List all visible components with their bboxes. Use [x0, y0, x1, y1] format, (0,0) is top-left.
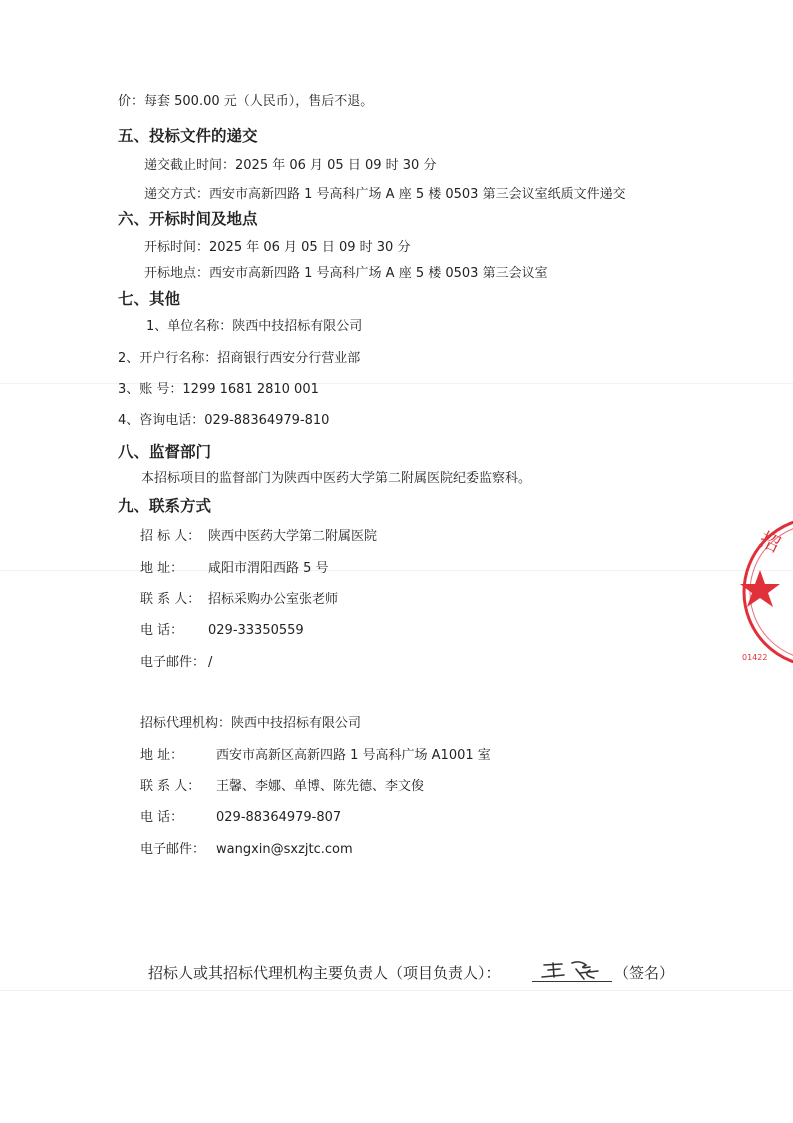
- contact-value: 西安市高新区高新四路 1 号高科广场 A1001 室: [216, 748, 491, 763]
- signature-suffix: （签名）: [614, 964, 675, 982]
- agency-email-row: [140, 842, 353, 858]
- other-item-company: 1、单位名称：陕西中技招标有限公司: [146, 319, 363, 334]
- submission-method: 递交方式：西安市高新四路 1 号高科广场 A 座 5 楼 0503 第三会议室纸质文件递交: [144, 187, 626, 202]
- agency-address-row: [140, 748, 491, 764]
- handwritten-signature: [540, 957, 610, 987]
- contact-value: 陕西中医药大学第二附属医院: [208, 529, 378, 544]
- section-7-title: 七、其他: [118, 290, 181, 308]
- contact-value: 招标采购办公室张老师: [208, 592, 339, 607]
- supervision-text: 本招标项目的监督部门为陕西中医药大学第二附属医院纪委监察科。: [141, 471, 532, 486]
- contact-label: 招 标 人：: [140, 529, 201, 544]
- contact-label: 电子邮件：: [140, 655, 206, 670]
- contact-value: 029-33350559: [208, 623, 304, 638]
- signature-label: 招标人或其招标代理机构主要负责人（项目负责人）：: [148, 964, 501, 982]
- other-item-phone: 4、咨询电话：029-88364979-810: [118, 413, 330, 428]
- tenderer-contact-row: [140, 592, 338, 608]
- contact-value: 陕西中技招标有限公司: [231, 716, 362, 731]
- contact-value: 王馨、李娜、单博、陈先德、李文俊: [216, 779, 425, 794]
- contact-label: 联 系 人：: [140, 779, 201, 794]
- contact-label: 地 址：: [140, 748, 184, 763]
- tenderer-name-row: [140, 529, 377, 545]
- tenderer-phone-row: [140, 623, 304, 639]
- submission-deadline: 递交截止时间：2025 年 06 月 05 日 09 时 30 分: [144, 158, 437, 173]
- contact-label: 电 话：: [140, 810, 184, 825]
- company-seal-stamp: [738, 512, 793, 672]
- price-line: 价：每套 500.00 元（人民币），售后不退。: [118, 94, 374, 109]
- contact-label: 地 址：: [140, 561, 184, 576]
- agency-contact-row: [140, 779, 424, 795]
- section-8-title: 八、监督部门: [118, 443, 212, 461]
- contact-value: wangxin@sxzjtc.com: [216, 842, 353, 857]
- contact-value: 029-88364979-807: [216, 810, 342, 825]
- contact-label: 招标代理机构：: [140, 716, 232, 731]
- section-5-title: 五、投标文件的递交: [118, 127, 258, 145]
- contact-value: 咸阳市渭阳西路 5 号: [208, 561, 329, 576]
- agency-phone-row: [140, 810, 341, 826]
- tenderer-address-row: [140, 561, 329, 577]
- svg-text:招: 招: [755, 526, 785, 557]
- other-item-account: 3、账 号：1299 1681 2810 001: [118, 382, 319, 397]
- agency-name-row: [140, 716, 361, 732]
- other-item-bank: 2、开户行名称：招商银行西安分行营业部: [118, 351, 361, 366]
- tenderer-email-row: [140, 655, 212, 671]
- opening-place: 开标地点：西安市高新四路 1 号高科广场 A 座 5 楼 0503 第三会议室: [144, 266, 548, 281]
- section-9-title: 九、联系方式: [118, 497, 212, 515]
- opening-time: 开标时间：2025 年 06 月 05 日 09 时 30 分: [144, 240, 411, 255]
- contact-label: 电子邮件：: [140, 842, 206, 857]
- section-6-title: 六、开标时间及地点: [118, 210, 258, 228]
- contact-value: /: [208, 655, 213, 670]
- svg-text:01422: 01422: [742, 653, 768, 662]
- contact-label: 电 话：: [140, 623, 184, 638]
- contact-label: 联 系 人：: [140, 592, 201, 607]
